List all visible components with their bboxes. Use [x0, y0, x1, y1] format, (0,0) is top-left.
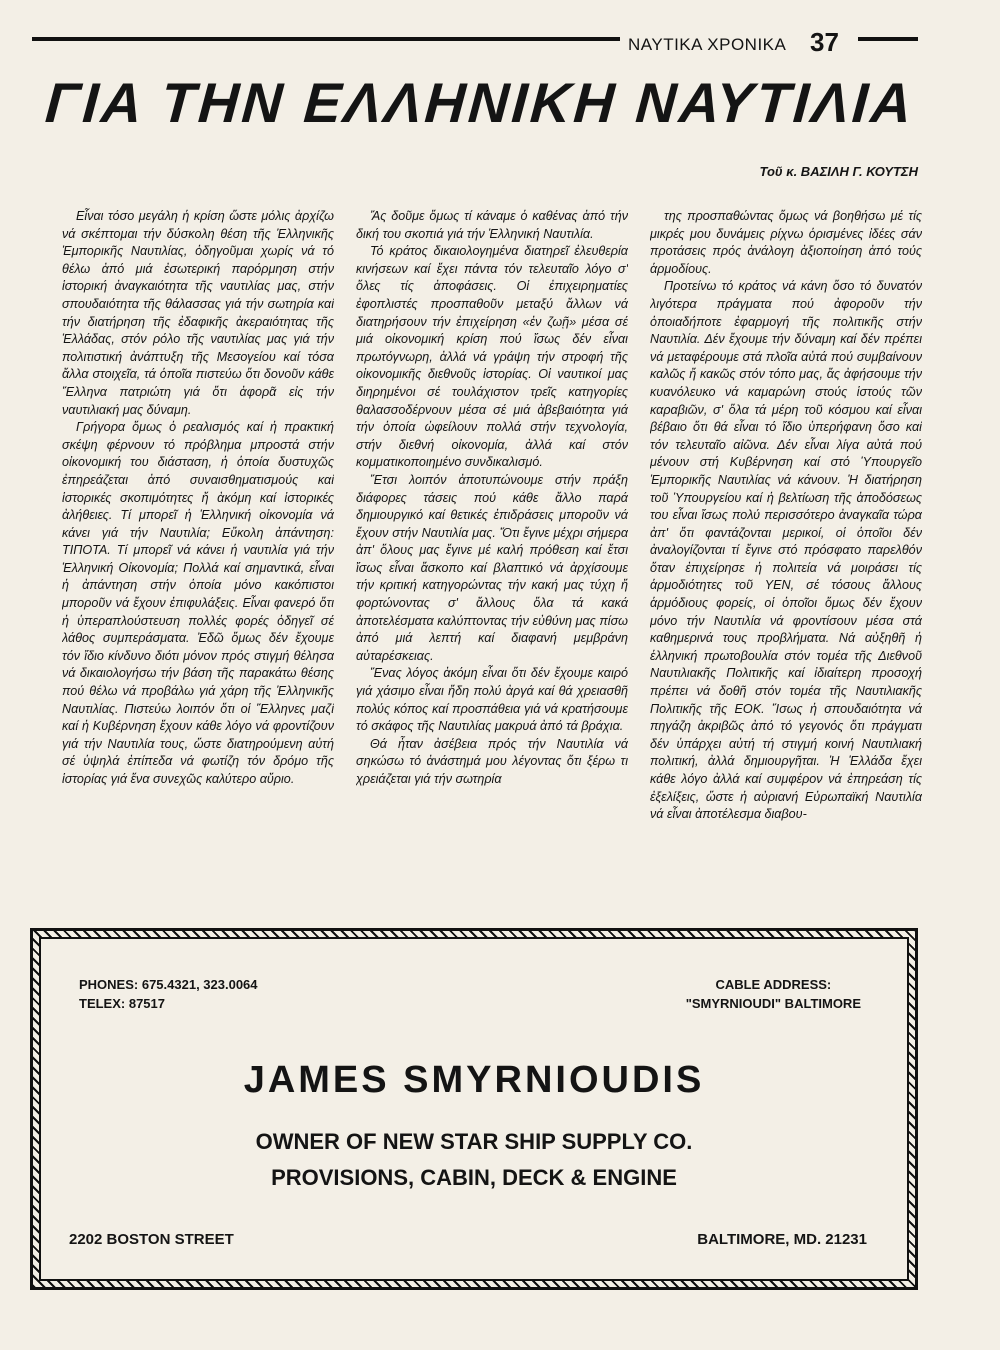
paragraph: Ἔτσι λοιπόν ἀποτυπώνουμε στήν πράξη διάφορες τάσεις πού κάθε ἄλλο παρά δημιουργικό καί θετικές ἐπιδράσεις μποροῦν νά ἔχουν στήν Ναυτιλία μας. Ὅτι ἔγινε μέχρι σήμερα ἀπ' ὅλους μας ἔγινε μέ καλή πρόθεση καί ἔτσι ἴσως εἶναι ἄσκοπο καί βλαπτικό νά ἀρχίσουμε τήν κριτική κατηγορώντας τήν κακή μας τύχη ἤ φορτώνοντας σ' ἄλλους ὅλα τά κακά ἀποτελέσματα καλύπτοντας τήν εὐθύνη μας πίσω ἀπό μιά λεπτή καί διαφανή μεμβράνη αὐταρέσκειας.: [356, 472, 628, 663]
advertisement: [39, 937, 909, 1281]
ad-city-address: BALTIMORE, MD. 21231: [697, 1231, 867, 1248]
paragraph: Τό κράτος δικαιολογημένα διατηρεῖ ἐλευθερία κινήσεων καί ἔχει πάντα τόν τελευταῖο λόγο σ' ὅλες τίς ἀποφάσεις. Οἱ ἐπιχειρηματίες ἐφοπλιστές προσπαθοῦν μεταξύ ἄλλων νά διατηρήσουν τήν ἐπιχείρηση «ἐν ζωῇ» μέσα σέ μιά οἰκονομική κρίση πού ἴσως δέν εἶναι πρωτόγνωρη, ἀλλά νά γράψη τήν στροφή τῆς οἰκονομικῆς διεθνοῦς ἱστορίας. Οἱ ναυτικοί μας διηρημένοι σέ τουλάχιστον τρεῖς κατηγορίες θαλασσοδέρνουν μέσα σέ μιά ἀβεβαιότητα γιά τήν ὁποία ὠφείλουν πολλά στήν τεχνολογία, στήν διεθνή οἰκονομία, ἀλλά καί στόν κομματικοποιημένο συνδικαλισμό.: [356, 244, 628, 470]
article-byline: Τοῦ κ. ΒΑΣΙΛΗ Γ. ΚΟΥΤΣΗ: [759, 164, 918, 179]
ad-telex: TELEX: 87517: [79, 996, 165, 1011]
ad-cable-label: CABLE ADDRESS:: [715, 977, 832, 992]
paragraph: Γρήγορα ὅμως ὁ ρεαλισμός καί ἡ πρακτική σκέψη φέρνουν τό πρόβλημα μπροστά στήν οἰκονομική του διάσταση, ἡ ὁποία δυστυχῶς ἐπηρεάζεται ἀπό συναισθηματισμούς καί ἱστορικές σκοπιμότητες ἤ ἀκόμη καί ἱστορικές ἀλήθειες. Τί μπορεῖ ἡ Ἑλληνική οἰκονομία νά κάνει γιά τήν Ναυτιλία; Εὔκολη ἀπάντηση: ΤΙΠΟΤΑ. Τί μπορεῖ νά κάνει ἡ ναυτιλία γιά τήν Ἑλληνική Οἰκονομία; Πολλά καί σημαντικά, εἶναι ἡ ἀπάντηση στήν ὁποία μόνο κακόπιστοι μποροῦν νά ἔχουν ἐπιφυλάξεις. Εἶναι φανερό ὅτι ἡ ὑπεραπλούστευση πολλές φορές ὁδηγεῖ σέ λάθος συμπεράσματα. Ἐδῶ ὅμως δέν ἔχουμε τόν ἴδιο κίνδυνο διότι μόνον πρός στιγμή θέλησα νά δικαιολογήσω τήν βάση τῆς παρακάτω θέσης πού θέλω νά προβάλω γιά χάρη τῆς Ἑλληνικῆς Ναυτιλίας. Πιστεύω λοιπόν ὅτι οἱ Ἕλληνες μαζί καί ἡ Κυβέρνηση ἔχουν κάθε λόγο νά φροντίζουν γιά τήν Ναυτιλία τους, ὥστε διατηρούμενη αὐτή σέ ὑψηλά ἐπίπεδα νά φωτίζη τόν δρόμο τῆς ἱστορίας γιά ἕνα συνεχῶς καλύτερο αὔριο.: [62, 420, 334, 786]
ad-contact-left: [79, 975, 258, 1013]
paragraph: Θά ἦταν ἀσέβεια πρός τήν Ναυτιλία νά σηκώσω τό ἀνάστημά μου λέγοντας ὅτι ξέρω τι χρειάζεται γιά τήν σωτηρία: [356, 736, 628, 786]
ad-cable-value: "SMYRNIOUDI" BALTIMORE: [685, 996, 861, 1011]
article-column-2: [356, 208, 628, 914]
paragraph: της προσπαθώντας ὅμως νά βοηθήσω μέ τίς μικρές μου δυνάμεις ρίχνω ὁρισμένες ἰδέες σάν προτάσεις πρός ἀνάλογη ἀξιοποίηση ἀπό τούς ἁρμοδίους.: [650, 209, 922, 276]
advertisement-border: [30, 928, 918, 1290]
article-body: [62, 208, 922, 914]
ad-owner-line: OWNER OF NEW STAR SHIP SUPPLY CO.: [255, 1129, 693, 1154]
article-column-3: [650, 208, 922, 914]
paragraph: Εἶναι τόσο μεγάλη ἡ κρίση ὥστε μόλις ἀρχίζω νά σκέπτομαι τήν δύσκολη θέση τῆς Ἑλληνικῆς Ἐμπορικῆς Ναυτιλίας, ὁδηγοῦμαι χωρίς νά τό θέλω ἀπό μιά ἐσωτερική παρόρμηση στήν ἱστορική ἀναγκαιότητα τῆς ναυτιλίας μας, στήν σπουδαιότητα τῆς θάλασσας γιά τήν σωτηρία καί τήν διατήρηση τῆς ἐδαφικῆς ἀκεραιότητας τῆς Ἑλλάδας, στόν ρόλο τῆς ναυτιλίας μας γιά τήν πολιτιστική ἀνάπτυξη τῆς Μεσογείου καί τόσα ἄλλα στοιχεῖα, τά ὁποῖα πιστεύω ὅτι δονοῦν κάθε Ἕλληνα πατριώτη γιά ὅτι ἀφορᾶ εἰς τήν ναυτιλιακή μας δύναμη.: [62, 209, 334, 417]
ad-contact-right: [686, 975, 861, 1013]
paragraph: Προτείνω τό κράτος νά κάνη ὅσο τό δυνατόν λιγότερα πράγματα πού ἀφοροῦν τήν ὁποιαδήποτε ἐφαρμογή τῆς πολιτικῆς στήν Ναυτιλία. Δέν ἔχουμε τήν δύναμη καί δέν πρέπει νά μεταφέρουμε στά πλοῖα αὐτά πού συμβαίνουν καλῶς ἤ κακῶς στόν τόπο μας, ἄς ἀφήσουμε τήν κυανόλευκο νά καμαρώνη στούς ἱστούς τῶν καραβιῶν, σ' ὅλα τά μέρη τοῦ κόσμου καί εἶναι βέβαιο ὅτι θά εἶναι τό ἴδιο ὑπερήφανη ὅσο καί τόν τελευταῖο αἰῶνα. Δέν εἶναι λίγα αὐτά πού μένουν στή Κυβέρνηση καί στό Ὑπουργεῖο Ἐμπορικῆς Ναυτιλίας νά κάνουν. Ἡ διατήρηση τοῦ Ὑπουργείου καί ἡ βελτίωση τῆς ἀποδόσεως του εἶναι ἴσως πολύ περισσότερο ἀναγκαῖα τώρα ἀπ' ὅτι φαντάζονται μερικοί, οἱ ὁποῖοι δέν ἀναλογίζονται τί ἔγινε στό πρόσφατο παρελθόν ὅταν ἐπιχείρησε ἡ πολιτεία νά μοιράσει τίς ἁρμοδιότητες τοῦ ΥΕΝ, σέ τόσους ἄλλους ἁρμόδιους φορείς, οἱ ὁποῖοι ὅμως δέν ἔχουν μόνο τήν Ναυτιλία νά φροντίσουν μέσα στά καθημερινά τους προβλήματα. Νά αὐξηθῆ ἡ ἑλληνική πρωτοβουλία στόν τομέα τῆς Διεθνοῦ Ναυτιλιακῆς Πολιτικῆς καί ἰδιαίτερη προσοχή πρέπει νά δοθῆ στόν τομέα τῆς Ναυτιλιακῆς Πολιτικῆς τῆς ΕΟΚ. Ἴσως ἡ σπουδαιότητα νά πηγάζη ἀκριβῶς ἀπό τό γεγονός ὅτι πράγματι δέν ὑπάρχει αὐτή τή στιγμή κοινή Ναυτιλιακή πολιτική, ἀλλά δημιουργῆται. Ἡ Ἑλλάδα ἔχει κάθε λόγο ἀλλά καί συμφέρον νά ἐπηρεάση τίς ἐξελίξεις, ὥστε ἡ αὐριανή Εὐρωπαϊκή Ναυτιλία νά εἶναι ἀποτέλεσμα διαβου-: [650, 279, 922, 822]
ad-street-address: 2202 BOSTON STREET: [69, 1231, 234, 1248]
article-title: ΓΙΑ ΤΗΝ ΕΛΛΗΝΙΚΗ ΝΑΥΤΙΛΙΑ: [43, 71, 917, 134]
page-number: 37: [810, 27, 839, 57]
ad-phones: PHONES: 675.4321, 323.0064: [79, 977, 258, 992]
header-rule-right: [858, 37, 918, 41]
paragraph: Ἄς δοῦμε ὅμως τί κάναμε ὁ καθένας ἀπό τήν δική του σκοπιά γιά τήν Ἑλληνική Ναυτιλία.: [356, 209, 628, 241]
ad-provisions-line: PROVISIONS, CABIN, DECK & ENGINE: [271, 1165, 677, 1190]
magazine-name: ΝΑΥΤΙΚΑ ΧΡΟΝΙΚΑ: [628, 35, 787, 54]
header-rule-left: [32, 37, 620, 41]
paragraph: Ἕνας λόγος ἀκόμη εἶναι ὅτι δέν ἔχουμε καιρό γιά χάσιμο εἶναι ἤδη πολύ ἀργά καί θά χρειασθῆ πολύς κόπος καί προσπάθεια γιά νά κρατήσουμε τό σκάφος τῆς Ναυτιλίας μακρυά ἀπό τά βράχια.: [356, 666, 628, 734]
ad-company-name: JAMES SMYRNIOUDIS: [243, 1059, 705, 1101]
article-column-1: [62, 208, 334, 914]
